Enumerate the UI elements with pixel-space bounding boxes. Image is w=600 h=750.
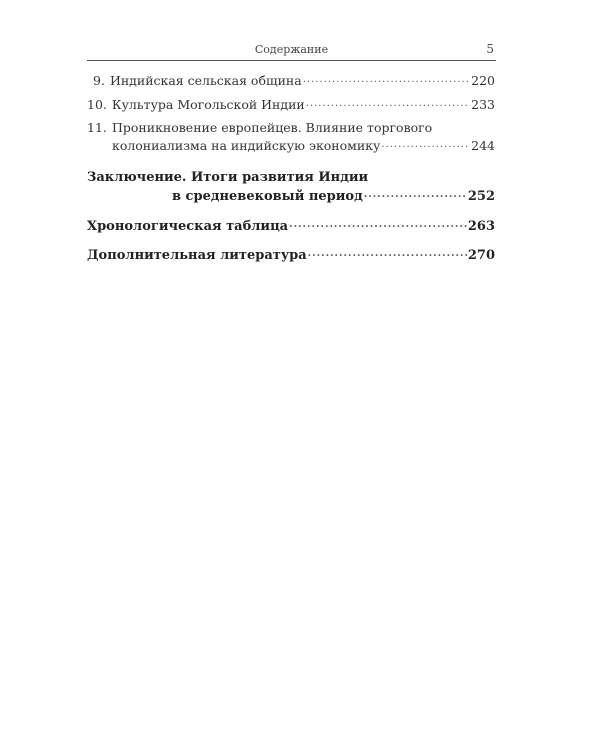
toc-entry-number: 11.	[87, 120, 107, 135]
toc-entry-text: Индийская сельская община	[109, 72, 302, 88]
toc-section-further-reading	[87, 246, 495, 263]
toc-leader-dots	[364, 187, 467, 200]
header-rule	[87, 60, 496, 61]
toc-entry-page: 233	[471, 96, 495, 112]
toc-leader-dots	[381, 137, 470, 150]
toc-leader-dots	[306, 96, 470, 109]
toc-entry-text-line2: колониализма на индийскую экономику	[112, 137, 381, 153]
toc-section-text: Дополнительная литература	[87, 248, 307, 263]
toc-entry-11-line1	[87, 120, 432, 135]
toc-section-conclusion	[172, 187, 495, 204]
page-number: 5	[486, 42, 494, 56]
toc-section-text: Хронологическая таблица	[87, 219, 289, 234]
toc-section-page: 263	[467, 219, 495, 234]
toc-entry-text: Проникновение европейцев. Влияние торгового	[112, 120, 433, 135]
running-header	[87, 41, 496, 59]
toc-section-page: 252	[467, 189, 495, 204]
running-header-title: Содержание	[254, 43, 329, 56]
toc-entry-title	[87, 97, 305, 112]
toc-entry-page: 220	[471, 72, 495, 88]
toc-entry-9	[93, 72, 495, 88]
toc-leader-dots	[303, 72, 470, 85]
toc-section-chronology	[87, 217, 495, 234]
toc-section-text-line2: в средневековый период	[172, 189, 363, 204]
toc-section-conclusion-line1: Заключение. Итоги развития Индии	[87, 170, 369, 185]
toc-entry-text: Культура Могольской Индии	[111, 96, 305, 112]
toc-entry-number: 10.	[87, 96, 107, 112]
toc-entry-title	[93, 73, 302, 88]
toc-leader-dots	[308, 246, 467, 259]
toc-entry-11	[112, 137, 495, 153]
toc-entry-10	[87, 96, 495, 112]
toc-section-page: 270	[467, 248, 495, 263]
toc-entry-page: 244	[471, 137, 495, 153]
toc-leader-dots	[289, 217, 467, 230]
toc-entry-number: 9.	[93, 72, 105, 88]
